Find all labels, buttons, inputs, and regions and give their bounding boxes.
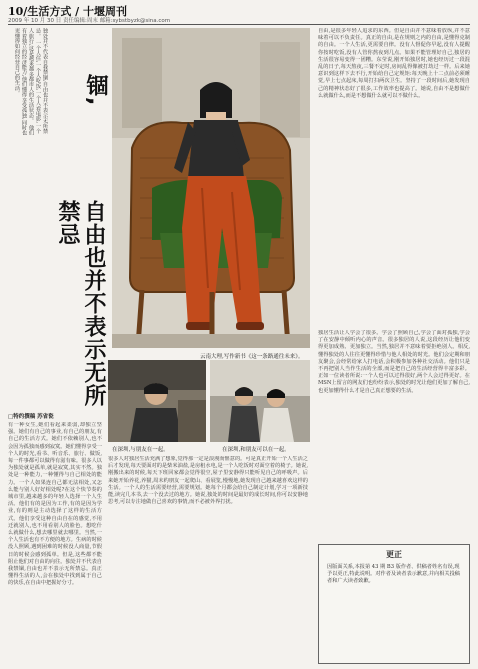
man-in-cafe-image: [108, 360, 206, 442]
intro-line: 他们有着独立的经济能力,他们懂得享受孤独,同时也更懂得如何经营自己的生活。: [14, 28, 34, 136]
article-intro: [8, 28, 48, 138]
bottom-photo-1: [108, 360, 206, 442]
main-photo: [112, 28, 310, 348]
correction-notice: [318, 544, 470, 664]
body-column-right-top: 自由,是很多年轻人追求的东西。但是自由并不意味着放纵,并不意味着可以不负责任。真正的自由,是在规则之内的自由,是懂得克制的自由。一个人生活,更需要自律。没有人督促你早起,没有人提醒你按时吃饭,没有人管你熬夜到几点。如果不能管理好自己,独居的生活很容易变得一团糟。东莹说,刚开始独居时,她也经历过一段混乱的日子,每天熬夜,三餐不定时,房间乱得像被打劫过一样。后来她意识到这样下去不行,开始给自己定规矩:每天晚上十二点前必须睡觉,早上七点起床,每周打扫两次卫生。坚持了一段时间后,她发现自己的精神状态好了很多,工作效率也提高了。她说,自由不是想做什么就做什么,而是不想做什么就可以不做什么。: [318, 28, 470, 99]
body-column-right-bottom: 独居生活让人学会了很多。学会了照顾自己,学会了面对孤独,学会了在安静中倾听内心的声音。很多独居的人说,这段经历让他们变得更加成熟、更加独立。当然,独居并不意味着要拒绝别人。相反,懂得独处的人往往更懂得珍惜与他人相处的时光。他们会定期和朋友聚会,会经常给家人打电话,会积极参加各种社交活动。他们只是不再把别人当作生活的全部,而是把自己的生活经营得丰富多彩。正如一位读者所说:一个人也可以过得很好,两个人会过得更好。在MSN上留言的网友们也纷纷表示,独处的时光让他们更加了解自己,也更加懂得什么才是自己真正想要的生活。: [318, 330, 470, 394]
notice-title: 更正: [386, 549, 402, 559]
woman-on-wicker-sofa-image: [112, 28, 310, 348]
body-column-middle: 很多人对独居生活充满了想象,觉得那一定是浪漫而惬意的。可是真正开始一个人生活之后才发现,每天要面对的是柴米油盐,是房租水电,是一个人吃饭时对面空着的椅子。她说,刚搬出来的时候,每天下班回家都会觉得很空,屋子里安静得只能听见自己的呼吸声。后来她开始养花,养猫,周末约朋友一起爬山、看展览,慢慢地,她发现自己越来越喜欢这样的生活。一个人的生活需要经营,需要规划。她每个月都会给自己制定计划,学习一项新技能,读完几本书,去一个没去过的地方。她说,独处的时间是最好的成长时间,你可以安静地思考,可以专注地做自己喜欢的事情,而不必被外界打扰。: [108, 456, 308, 506]
header-meta: 2009 年 10 月 30 日 责任编辑:周末 邮箱:sybstbyzk@sina.com: [8, 18, 171, 24]
main-photo-caption: 云南大理,写作新书《这一条路通往未来》。: [200, 354, 304, 360]
header-rule: [8, 24, 470, 25]
bottom-photo-caption-1: 在深圳,与朋友在一起。: [112, 447, 169, 453]
section-header: 10/生活方式 / 十堰周刊: [8, 5, 128, 18]
intro-line: 独处并不代表自我禁锢,自由也并不表示无所禁忌。: [35, 28, 48, 134]
intro-line: 一个人住,一个人吃饭,一个人看电影,一个人旅行,这是越来越多都市人的生活状态。: [28, 28, 41, 134]
friends-outdoor-image: [210, 360, 310, 442]
bottom-photo-caption-2: 在深圳,和朋友可以在一起。: [222, 447, 290, 453]
body-column-left: 有一种女生,她们看起来柔弱,却独立坚强。她们有自己的事业,有自己的朋友,有自己的生活方式。她们不依赖别人,也不会因为孤独而感到寂寞。她们懂得享受一个人的时光,看书、听音乐、旅行、做饭,每一件事都可以做得有滋有味。很多人以为独处就是孤单,就是寂寞,其实不然。独处是一种能力,一种懂得与自己相处的能力。一个人如果连自己都无法相处,又怎么能与别人好好相处呢?在这个快节奏的城市里,越来越多的年轻人选择一个人生活。他们有的是因为工作,有的是因为学业,有的则是主动选择了这样的生活方式。他们享受这种自由自在的感觉,不用迁就别人,也不用看别人的脸色。想吃什么就做什么,想去哪里就去哪里。当然,一个人生活也有不方便的地方。生病的时候没人照顾,遇到困难的时候没人商量,节假日的时候会感到孤单。但是,这些都不能阻止他们对自由的向往。独处并不代表自我禁锢,自由也并不表示无所禁忌。真正懂得生活的人,会在独处中找到属于自己的快乐,在自由中把握好分寸。: [8, 422, 102, 587]
notice-body: 因版面关系,本报第 43 期 B3 版作者、供稿者姓名有误,现予以更正,特此说明。对作者及读者表示歉意,并向相关投稿者和广大读者致歉。: [327, 564, 460, 585]
byline: □特约撰稿 苏省瓷: [8, 414, 54, 420]
bottom-photo-2: [210, 360, 310, 442]
article-title-line1: 锢,: [83, 74, 108, 107]
article-title-line2: 自由也并不表示无所禁忌: [55, 200, 106, 407]
